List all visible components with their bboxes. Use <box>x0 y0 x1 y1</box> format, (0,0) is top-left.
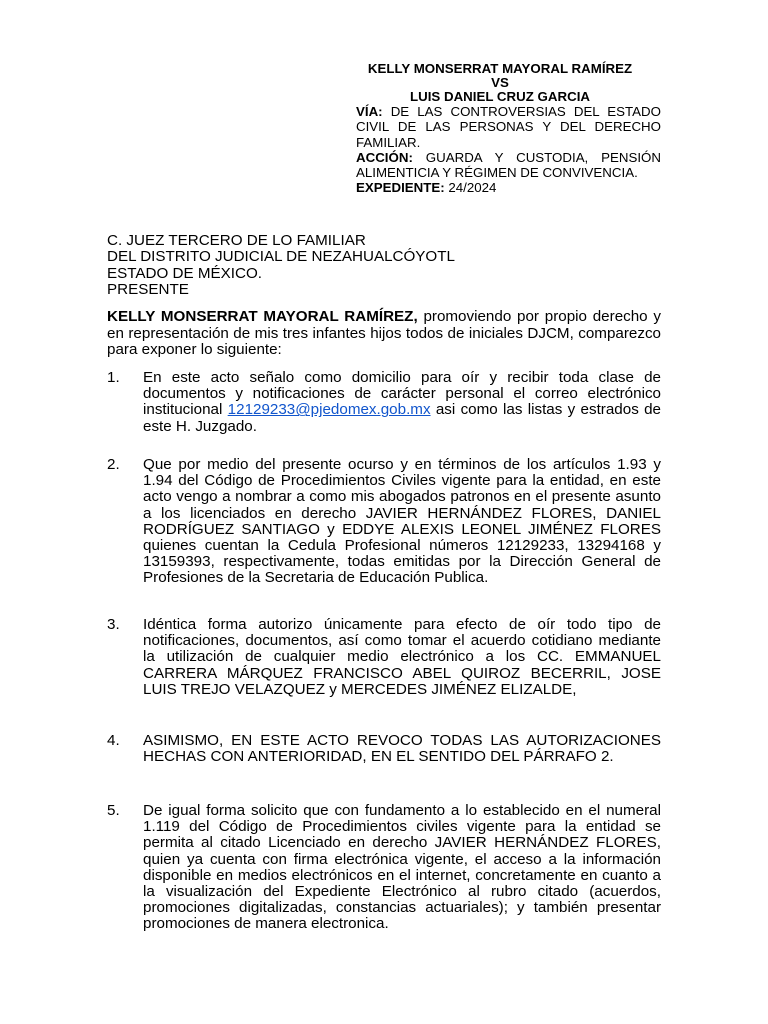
via-label: VÍA: <box>356 104 383 119</box>
list-item-number: 5. <box>107 802 120 819</box>
expediente-label: EXPEDIENTE: <box>356 180 445 196</box>
intro-name: KELLY MONSERRAT MAYORAL RAMÍREZ, <box>107 308 418 325</box>
list-item-number: 2. <box>107 456 120 473</box>
accion-line <box>356 150 661 181</box>
versus-label: VS <box>491 75 509 91</box>
list-item-1 <box>107 370 661 435</box>
list-item-text: ASIMISMO, EN ESTE ACTO REVOCO TODAS LAS AUTORIZACIONES HECHAS CON ANTERIORIDAD, EN EL SENTIDO DEL PÁRRAFO 2. <box>143 732 661 766</box>
list-item-text: En este acto señalo como domicilio para oír y recibir toda clase de documentos y notificaciones de carácter personal el correo electrónico institucional 12129233@pjedomex.gob.mx asi como las listas y estrados de este H. Juzgado. <box>143 369 661 435</box>
list-item-2 <box>107 457 661 587</box>
case-details <box>356 104 661 196</box>
expediente-number: 24/2024 <box>448 180 497 196</box>
accion-text: GUARDA Y CUSTODIA, PENSIÓN ALIMENTICIA Y RÉGIMEN DE CONVIVENCIA. <box>356 149 661 181</box>
list-item-number: 4. <box>107 732 120 749</box>
list-item-text: Que por medio del presente ocurso y en términos de los artículos 1.93 y 1.94 del Código de Procedimientos Civiles vigente para la entidad, en este acto vengo a nombrar a como mis abogados patronos en el presente asunto a los licenciados en derecho JAVIER HERNÁNDEZ FLORES, DANIEL RODRÍGUEZ SANTIAGO y EDDYE ALEXIS LEONEL JIMÉNEZ FLORES quienes cuentan la Cedula Profesional números 12129233, 13294168 y 13159393, respectivamente, todas emitidas por la Dirección General de Profesiones de la Secretaria de Educación Publica. <box>143 456 661 587</box>
list-item-number: 1. <box>107 369 120 386</box>
email-link[interactable]: 12129233@pjedomex.gob.mx <box>227 401 431 419</box>
addressee-block <box>107 233 667 298</box>
list-item-4 <box>107 733 661 765</box>
plaintiff-name: KELLY MONSERRAT MAYORAL RAMÍREZ <box>367 61 633 76</box>
case-parties <box>340 62 660 105</box>
list-item-number: 3. <box>107 616 120 633</box>
via-text: DE LAS CONTROVERSIAS DEL ESTADO CIVIL DE LAS PERSONAS Y DEL DERECHO FAMILIAR. <box>356 104 661 150</box>
addressee-line-2: DEL DISTRITO JUDICIAL DE NEZAHUALCÓYOTL <box>107 248 455 266</box>
addressee-line-1: C. JUEZ TERCERO DE LO FAMILIAR <box>107 232 366 249</box>
accion-label: ACCIÓN: <box>356 149 413 165</box>
intro-text: promoviendo por propio derecho y en representación de mis tres infantes hijos todos de iniciales DJCM, comparezco para exponer lo siguiente: <box>107 308 661 359</box>
addressee-line-3: ESTADO DE MÉXICO. <box>107 264 262 282</box>
list-item-text: De igual forma solicito que con fundamento a lo establecido en el numeral 1.119 del Código de Procedimientos civiles vigente para la entidad se permita al citado Licenciado en derecho JAVIER HERNÁNDEZ FLORES, quien ya cuenta con firma electrónica vigente, el acceso a la información disponible en medios electrónicos en el internet, concretamente en cuanto a la visualización del Expediente Electrónico al rubro citado (acuerdos, promociones digitalizadas, constancias actuariales); y también presentar promociones de manera electronica. <box>143 802 661 933</box>
addressee-line-4: PRESENTE <box>107 280 189 298</box>
expediente-line <box>356 180 661 195</box>
list-item-5 <box>107 803 661 933</box>
list-item-3 <box>107 617 661 698</box>
list-item-text: Idéntica forma autorizo únicamente para efecto de oír todo tipo de notificaciones, documentos, así como tomar el acuerdo cotidiano mediante la utilización de cualquier medio electrónico a los CC. EMMANUEL CARRERA MÁRQUEZ FRANCISCO ABEL QUIROZ BECERRIL, JOSE LUIS TREJO VELAZQUEZ y MERCEDES JIMÉNEZ ELIZALDE, <box>143 616 661 698</box>
intro-paragraph <box>107 309 661 359</box>
via-line <box>356 104 661 150</box>
defendant-name: LUIS DANIEL CRUZ GARCIA <box>409 89 590 105</box>
